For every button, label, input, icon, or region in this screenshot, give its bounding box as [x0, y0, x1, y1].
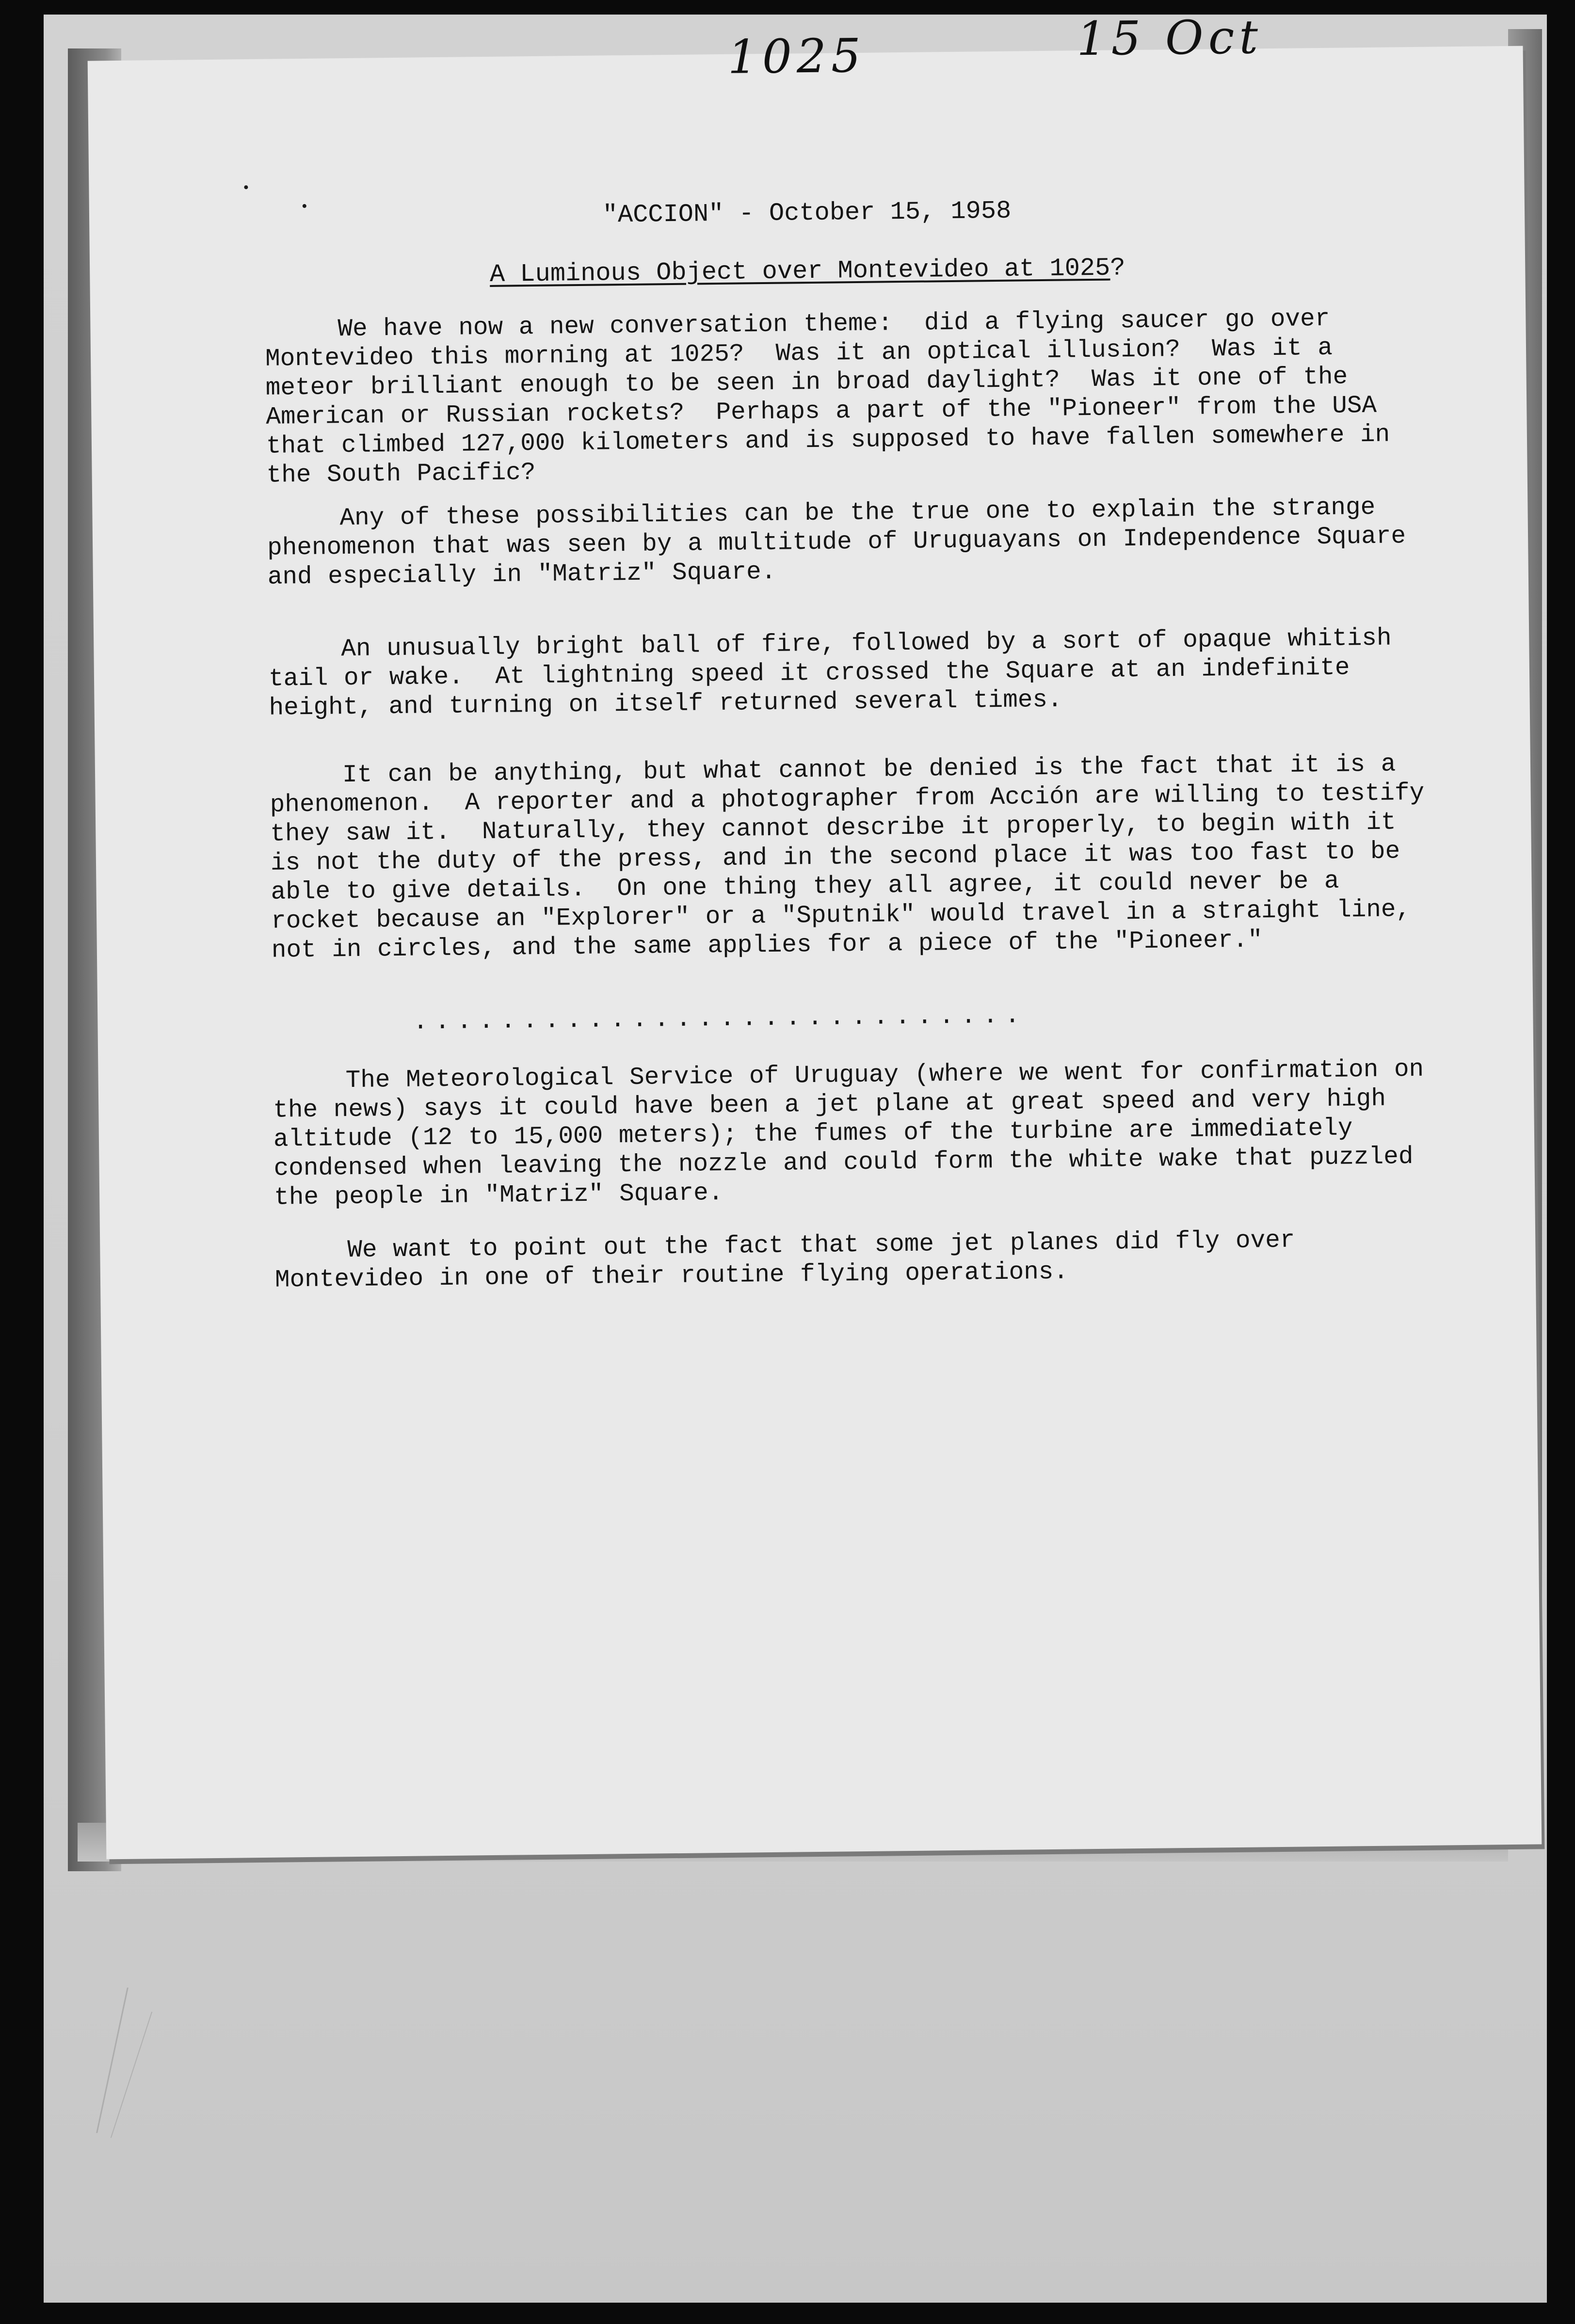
document-subheading	[90, 250, 1525, 293]
document-sheet	[88, 10, 1542, 1860]
subheading-underlined-text: A Luminous Object over Montevideo at 1025	[489, 254, 1110, 289]
paragraph-meteorological-service: The Meteorological Service of Uruguay (where we went for confirmation on the news) says it could have been a jet plane at great speed and very high altitude (12 to 15,000 meters); the fumes of the turbine are immediately condensed when leaving the nozzle and could form the white wake that puzzled the people in "Matriz" Square.	[273, 1055, 1440, 1212]
paragraph-description: An unusually bright ball of fire, followed by a sort of opaque whitish tail or wake. At lightning speed it crossed the Square at an indefinite height, and turning on itself returned several times.	[268, 624, 1408, 722]
subheading-suffix: ?	[1110, 254, 1125, 283]
paragraph-possibilities: Any of these possibilities can be the true one to explain the strange phenomenon that was seen by a multitude of Uruguayans on Independence Square and especially in "Matriz" Square.	[267, 493, 1422, 591]
paragraph-witnesses: It can be anything, but what cannot be denied is the fact that it is a phenomenon. A reporter and a photographer from Acción are willing to testify they saw it. Naturally, they cannot describe it properly, to begin with it is not the duty of the press, and in the second place it was too fast to be able to give details. On one thing they all agree, it could never be a rocket because an "Explorer" or a "Sputnik" would travel in a straight line, not in circles, and the same applies for a piece of the "Pioneer."	[270, 750, 1441, 965]
document-heading: "ACCION" - October 15, 1958	[602, 196, 1012, 230]
handwritten-time-note: 1025	[727, 28, 866, 84]
paragraph-intro: We have now a new conversation theme: did a flying saucer go over Montevideo this morning at 1025? Was it an optical illusion? Was it a meteor brilliant enough to be seen in broad daylight? Was it one of the American or Russian rockets? Perhaps a part of the "Pioneer" from the USA that climbed 127,000 kilometers and is supposed to have fallen somewhere in the South Pacific?	[265, 305, 1406, 490]
paragraph-jet-planes: We want to point out the fact that some jet planes did fly over Montevideo in one of their routine flying operations.	[274, 1226, 1311, 1294]
dotted-separator: ............................	[413, 1001, 1027, 1036]
film-speck	[244, 185, 248, 189]
handwritten-date-note: 15 Oct	[1076, 10, 1263, 66]
